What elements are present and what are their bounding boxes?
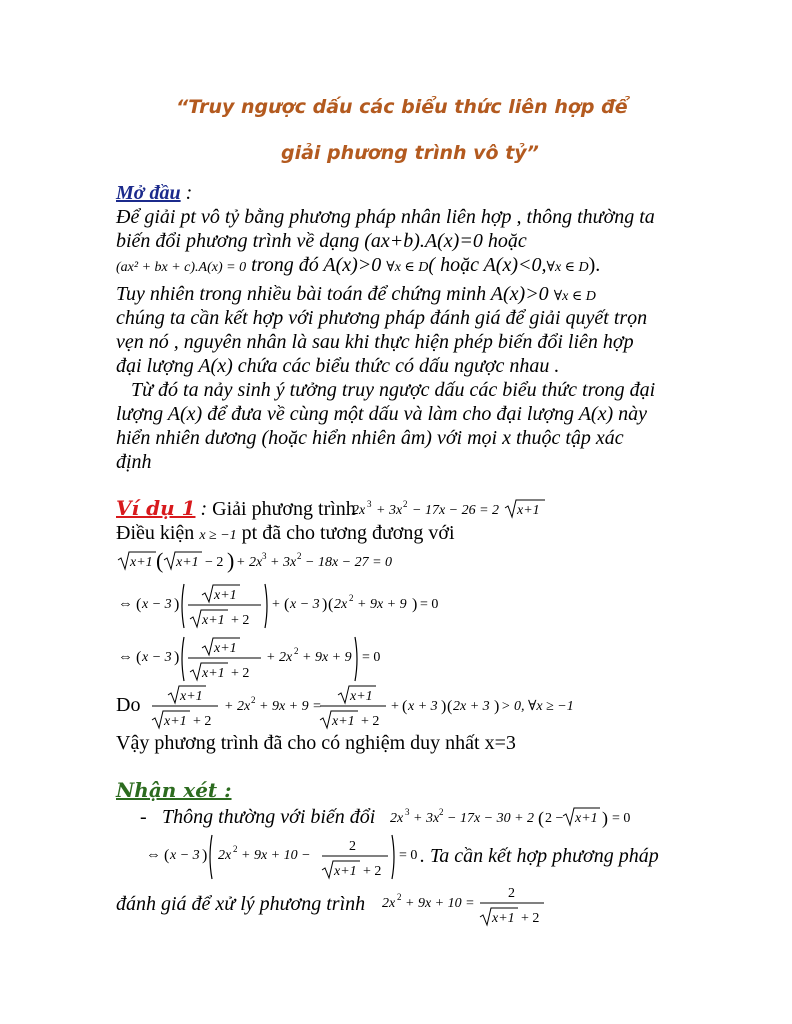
svg-text:x + 3: x + 3 bbox=[408, 699, 438, 714]
svg-text:): ) bbox=[441, 698, 447, 715]
do-label: Do bbox=[116, 694, 141, 716]
condition-lead: Điều kiện bbox=[116, 522, 195, 544]
svg-text:+ 2: + 2 bbox=[521, 911, 540, 926]
intro-p2-line1 bbox=[116, 283, 596, 308]
example1-lead: Giải phương trình bbox=[212, 498, 356, 520]
svg-text:2x: 2x bbox=[382, 896, 396, 911]
forall-x-in-d: ∀x ∈ D bbox=[386, 260, 429, 275]
svg-text:x+1: x+1 bbox=[492, 911, 515, 926]
svg-text:(: ( bbox=[447, 698, 453, 715]
svg-text:+ 9x + 9 =: + 9x + 9 = bbox=[259, 699, 322, 714]
intro-p1-line3 bbox=[116, 254, 600, 279]
svg-text:3: 3 bbox=[367, 499, 372, 509]
svg-text:): ) bbox=[412, 596, 418, 613]
remark-heading-text: Nhận xét : bbox=[116, 778, 232, 802]
svg-text:x+1: x+1 bbox=[130, 555, 153, 570]
forall-x-in-d-3: ∀x ∈ D bbox=[553, 289, 596, 304]
intro-p2-line2: chúng ta cần kết hợp với phương pháp đánh giá để giải quyết trọn bbox=[116, 307, 648, 329]
intro-p1-line3-tail2: ). bbox=[588, 254, 601, 276]
example1-equation bbox=[350, 496, 550, 522]
svg-text:+ 2: + 2 bbox=[361, 714, 380, 729]
svg-text:2: 2 bbox=[297, 551, 302, 561]
svg-text:x+1: x+1 bbox=[332, 714, 355, 729]
svg-text:− 18x − 27 = 0: − 18x − 27 = 0 bbox=[305, 555, 393, 570]
svg-text:= 0: = 0 bbox=[420, 597, 439, 612]
svg-text:+ 3x: + 3x bbox=[270, 555, 297, 570]
title-line-2: giải phương trình vô tỷ” bbox=[281, 142, 539, 164]
positivity-inequality bbox=[148, 682, 578, 732]
svg-text:x − 3: x − 3 bbox=[290, 597, 320, 612]
svg-text:(: ( bbox=[164, 847, 170, 864]
svg-text:+ 2: + 2 bbox=[363, 864, 382, 879]
example1-conclusion: Vậy phương trình đã cho có nghiệm duy nhất x=3 bbox=[116, 732, 516, 754]
svg-text:+: + bbox=[391, 699, 399, 714]
quadratic-product-formula: (ax² + bx + c).A(x) = 0 bbox=[116, 260, 247, 275]
intro-p2-line1-text: Tuy nhiên trong nhiều bài toán để chứng minh A(x)>0 bbox=[116, 283, 554, 305]
svg-text:(: ( bbox=[402, 698, 408, 715]
intro-p3-line2: lượng A(x) để đưa về cùng một dấu và làm cho đại lượng A(x) này bbox=[116, 403, 647, 425]
svg-text:x+1: x+1 bbox=[202, 613, 225, 628]
example1-colon: : bbox=[195, 498, 213, 520]
svg-text:): ) bbox=[494, 698, 500, 715]
condition-tail: pt đã cho tương đương với bbox=[241, 522, 455, 544]
condition-math: x ≥ −1 bbox=[199, 528, 237, 543]
svg-text:): ) bbox=[602, 808, 608, 828]
svg-text:2: 2 bbox=[294, 646, 299, 656]
svg-text:2: 2 bbox=[403, 499, 408, 509]
svg-text:3: 3 bbox=[262, 551, 267, 561]
svg-text:+ 2x: + 2x bbox=[236, 555, 263, 570]
svg-text:+ 3x: + 3x bbox=[376, 503, 403, 518]
intro-p2-line4: đại lượng A(x) chứa các biểu thức có dấu ngược nhau . bbox=[116, 355, 560, 377]
svg-text:− 17x − 30 + 2: − 17x − 30 + 2 bbox=[447, 811, 535, 826]
svg-text:= 0: = 0 bbox=[362, 650, 381, 665]
svg-text:x+1: x+1 bbox=[575, 811, 598, 826]
intro-heading-row bbox=[116, 182, 192, 204]
svg-text:x+1: x+1 bbox=[334, 864, 357, 879]
intro-p1-line2: biến đổi phương trình về dạng (ax+b).A(x)=0 hoặc bbox=[116, 230, 527, 252]
svg-text:2x: 2x bbox=[218, 848, 232, 863]
svg-text:2: 2 bbox=[349, 839, 356, 854]
svg-text:x+1: x+1 bbox=[517, 503, 540, 518]
intro-p1-line1: Để giải pt vô tỷ bằng phương pháp nhân liên hợp , thông thường ta bbox=[116, 206, 655, 228]
intro-heading-colon: : bbox=[180, 182, 193, 204]
svg-text:): ) bbox=[227, 548, 235, 573]
svg-text:): ) bbox=[174, 596, 180, 613]
svg-text:+ 2: + 2 bbox=[193, 714, 212, 729]
intro-p2-line3: vẹn nó , nguyên nhân là sau khi thực hiện phép biến đổi liên hợp bbox=[116, 331, 634, 353]
example1-condition bbox=[116, 522, 455, 547]
remark-equivalent-equation bbox=[144, 832, 424, 882]
svg-text:+ 9x + 10 −: + 9x + 10 − bbox=[241, 848, 311, 863]
svg-text:+ 3x: + 3x bbox=[413, 811, 440, 826]
intro-p3-line1: Từ đó ta nảy sinh ý tưởng truy ngược dấu các biểu thức trong đại bbox=[116, 379, 656, 401]
intro-heading: Mở đầu bbox=[116, 182, 181, 204]
svg-text:2x: 2x bbox=[334, 597, 348, 612]
svg-text:2: 2 bbox=[349, 593, 354, 603]
intro-p1-line3-tail1: ( hoặc A(x)<0, bbox=[428, 254, 547, 276]
svg-text:x − 3: x − 3 bbox=[170, 848, 200, 863]
svg-text:⇔: ⇔ bbox=[118, 649, 133, 665]
svg-text:2x: 2x bbox=[352, 503, 366, 518]
remark-transform-equation bbox=[388, 802, 648, 830]
svg-text:+ 2: + 2 bbox=[231, 666, 250, 681]
svg-text:+ 2: + 2 bbox=[231, 613, 250, 628]
svg-text:− 17x − 26 = 2: − 17x − 26 = 2 bbox=[412, 503, 500, 518]
svg-text:2 −: 2 − bbox=[545, 811, 564, 826]
svg-text:+ 2x: + 2x bbox=[224, 699, 251, 714]
svg-text:= 0: = 0 bbox=[612, 811, 631, 826]
svg-text:x+1: x+1 bbox=[350, 689, 373, 704]
intro-p1-line3-text: trong đó A(x)>0 bbox=[251, 254, 387, 276]
example1-heading: Ví dụ 1 bbox=[116, 496, 196, 520]
svg-text:x+1: x+1 bbox=[214, 588, 237, 603]
svg-text:(: ( bbox=[156, 548, 164, 573]
svg-text:2: 2 bbox=[251, 695, 256, 705]
svg-text:2x: 2x bbox=[390, 811, 404, 826]
step3-equation bbox=[116, 633, 406, 685]
svg-text:= 0: = 0 bbox=[399, 848, 418, 863]
svg-text:x − 3: x − 3 bbox=[142, 597, 172, 612]
svg-text:): ) bbox=[322, 596, 328, 613]
svg-text:(: ( bbox=[538, 808, 544, 828]
svg-text:+ 9x + 10 =: + 9x + 10 = bbox=[405, 896, 475, 911]
svg-text:): ) bbox=[174, 649, 180, 666]
svg-text:2: 2 bbox=[439, 807, 444, 817]
svg-text:2: 2 bbox=[508, 886, 515, 901]
svg-text:+ 9x + 9: + 9x + 9 bbox=[302, 650, 352, 665]
remark-line3: đánh giá để xử lý phương trình bbox=[116, 893, 366, 915]
intro-p3-line3: hiển nhiên dương (hoặc hiển nhiên âm) với mọi x thuộc tập xác bbox=[116, 427, 624, 449]
svg-text:x+1: x+1 bbox=[164, 714, 187, 729]
step1-equation bbox=[116, 546, 436, 574]
svg-text:(: ( bbox=[284, 596, 290, 613]
svg-text:(: ( bbox=[136, 596, 142, 613]
forall-x-in-d-2: ∀x ∈ D bbox=[546, 260, 589, 275]
svg-text:x+1: x+1 bbox=[180, 689, 203, 704]
svg-text:+: + bbox=[272, 597, 280, 612]
svg-text:⇔: ⇔ bbox=[146, 847, 161, 863]
svg-text:2x + 3: 2x + 3 bbox=[453, 699, 490, 714]
title-line-1: “Truy ngược dấu các biểu thức liên hợp để bbox=[176, 96, 628, 118]
svg-text:> 0, ∀x ≥ −1: > 0, ∀x ≥ −1 bbox=[501, 699, 574, 714]
svg-text:(: ( bbox=[328, 596, 334, 613]
svg-text:x+1: x+1 bbox=[176, 555, 199, 570]
remark-line1: Thông thường với biến đổi bbox=[162, 806, 376, 828]
svg-text:2: 2 bbox=[397, 892, 402, 902]
intro-p3-line4: định bbox=[116, 451, 152, 473]
svg-text:x − 3: x − 3 bbox=[142, 650, 172, 665]
svg-text:2: 2 bbox=[233, 844, 238, 854]
step2-equation bbox=[116, 580, 446, 632]
svg-text:3: 3 bbox=[405, 807, 410, 817]
svg-text:): ) bbox=[202, 847, 208, 864]
svg-text:− 2: − 2 bbox=[205, 555, 224, 570]
remark-line2-tail: . Ta cần kết hợp phương pháp bbox=[420, 845, 659, 867]
svg-text:+ 2x: + 2x bbox=[266, 650, 293, 665]
svg-text:+ 9x + 9: + 9x + 9 bbox=[357, 597, 407, 612]
svg-text:x+1: x+1 bbox=[214, 641, 237, 656]
svg-text:x+1: x+1 bbox=[202, 666, 225, 681]
svg-text:⇔: ⇔ bbox=[118, 596, 133, 612]
remark-target-equation bbox=[380, 880, 550, 928]
svg-text:(: ( bbox=[136, 649, 142, 666]
example1-heading-row bbox=[116, 497, 356, 520]
remark-heading bbox=[116, 779, 232, 802]
remark-bullet: - bbox=[140, 806, 147, 828]
